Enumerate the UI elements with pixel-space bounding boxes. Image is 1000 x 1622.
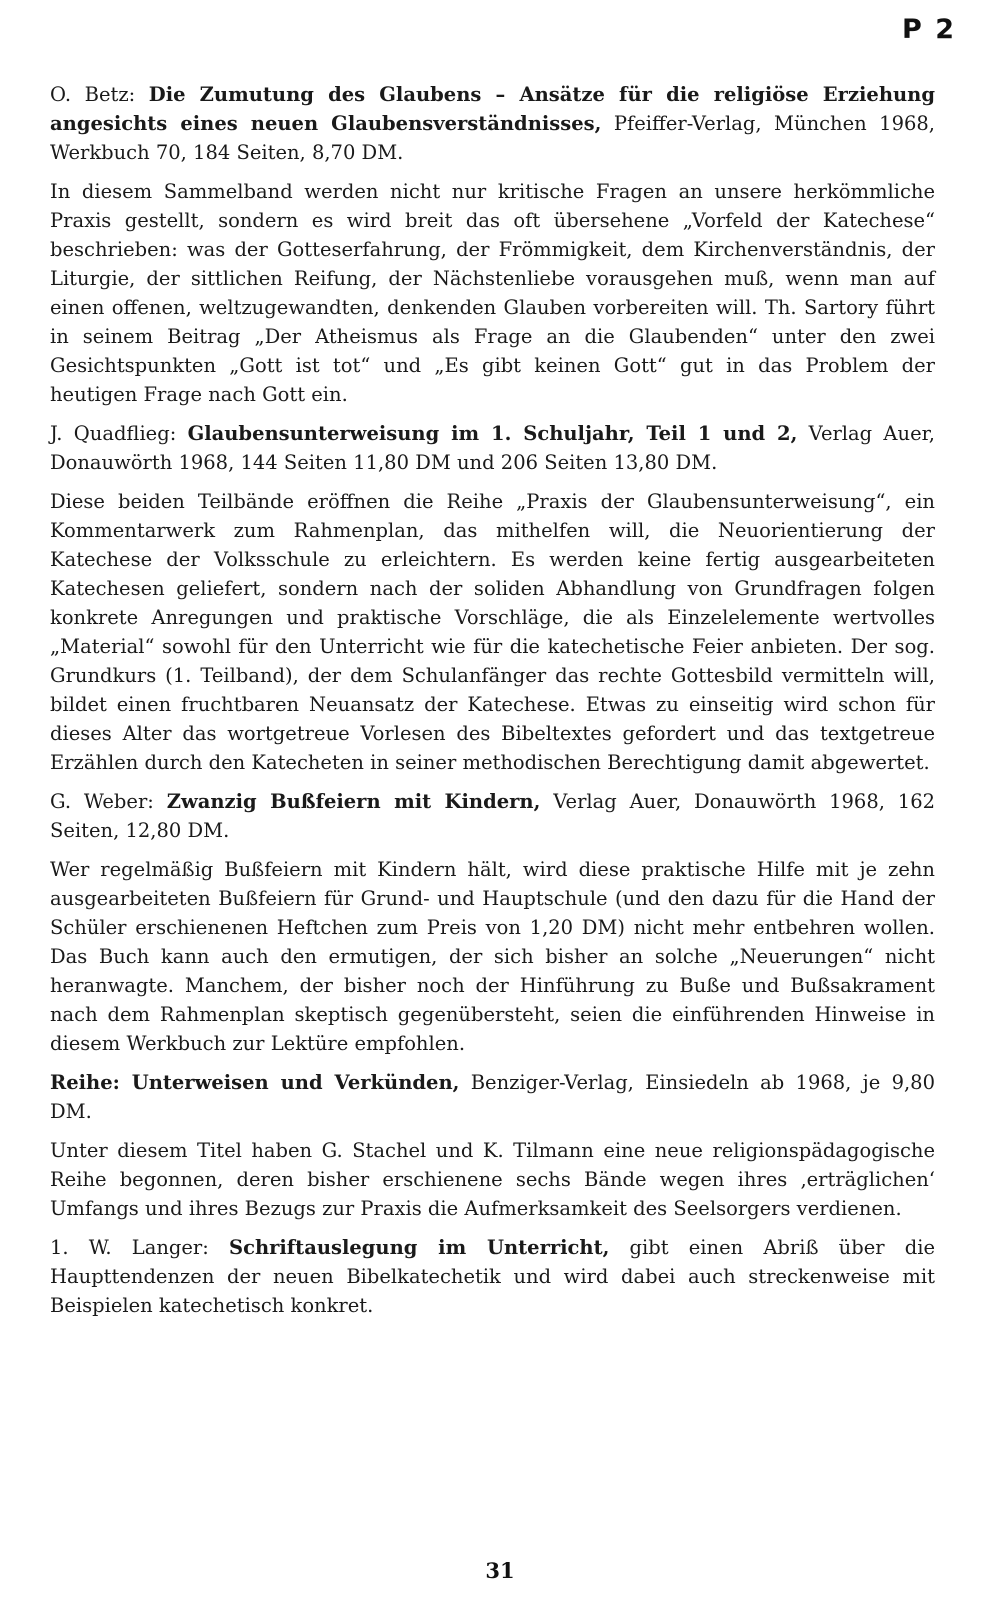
publication-details: Benziger-Verlag, Einsiedeln ab 1968, je 9,80 DM. (50, 1071, 935, 1123)
citation (50, 1068, 935, 1126)
publication-details: Verlag Auer, Donauwörth 1968, 162 Seiten, 12,80 DM. (50, 790, 936, 842)
review-list (50, 80, 935, 1330)
review-entry-betz (50, 80, 935, 409)
review-entry-series (50, 1068, 935, 1223)
review-text: Diese beiden Teilbände eröffnen die Reihe „Praxis der Glaubensunterweisung“, ein Kommentarwerk zum Rahmenplan, das mithelfen will, die Neuorientierung der Katechese der Volksschule zu erleichtern. Es werden keine fertig ausgearbeiteten Katechesen geliefert, sondern nach der soliden Abhandlung von Grundfragen folgen konkrete Anregungen und praktische Vorschläge, die als Einzelelemente wertvolles „Material“ sowohl für den Unterricht wie für die katechetische Feier anbieten. Der sog. Grundkurs (1. Teilband), der dem Schulanfänger das rechte Gottesbild vermitteln will, bildet einen fruchtbaren Neuansatz der Katechese. Etwas zu einseitig wird schon für dieses Alter das wortgetreue Vorlesen des Bibeltextes gefordert und das textgetreue Erzählen durch den Katecheten in seiner methodischen Berechtigung damit abgewertet. (50, 490, 935, 774)
book-title: Glaubensunterweisung im 1. Schuljahr, Teil 1 und 2, (187, 422, 798, 445)
author: O. Betz: (50, 83, 149, 106)
publication-details: Verlag Auer, Donauwörth 1968, 144 Seiten 11,80 DM und 206 Seiten 13,80 DM. (50, 422, 935, 474)
book-title: Schriftauslegung im Unterricht, (228, 1236, 610, 1259)
page-code: P 2 (902, 14, 956, 45)
review-text: Unter diesem Titel haben G. Stachel und K. Tilmann eine neue religionspädagogische Reihe begonnen, deren bisher erschienene sechs Bände wegen ihres ‚erträglichen‘ Umfangs und ihres Bezugs zur Praxis die Aufmerksamkeit des Seelsorgers verdienen. (50, 1139, 935, 1220)
book-title: Die Zumutung des Glaubens – Ansätze für die religiöse Erziehung angesichts eines neuen Glaubensverständnisses, (50, 83, 935, 135)
review-text: Wer regelmäßig Bußfeiern mit Kindern hält, wird diese praktische Hilfe mit je zehn ausgearbeiteten Bußfeiern für Grund- und Hauptschule (und den dazu für die Hand der Schüler erschienenen Heftchen zum Preis von 1,20 DM) nicht mehr entbehren wollen. Das Buch kann auch den ermutigen, der sich bisher an solche „Neuerungen“ nicht heranwagte. Manchem, der bisher noch der Hinführung zu Buße und Bußsakrament nach dem Rahmenplan skeptisch gegenübersteht, seien die einführenden Hinweise in diesem Werkbuch zur Lektüre empfohlen. (50, 858, 935, 1055)
author: G. Weber: (50, 790, 167, 813)
item-text: gibt einen Abriß über die Haupttendenzen der neuen Bibelkatechetik und wird dabei auch streckenweise mit Beispielen katechetisch konkret. (50, 1236, 935, 1317)
citation (50, 80, 935, 167)
book-title: Zwanzig Bußfeiern mit Kindern, (166, 790, 541, 813)
review-entry-quadflieg (50, 419, 935, 777)
review-entry-weber (50, 787, 935, 1058)
publication-details: Pfeiffer-Verlag, München 1968, Werkbuch 70, 184 Seiten, 8,70 DM. (50, 112, 935, 164)
review-text: In diesem Sammelband werden nicht nur kritische Fragen an unsere herkömmliche Praxis gestellt, sondern es wird breit das oft übersehene „Vorfeld der Katechese“ beschrieben: was der Gotteserfahrung, der Frömmigkeit, dem Kirchenverständnis, der Liturgie, der sittlichen Reifung, der Nächstenliebe vorausgehen muß, wenn man auf einen offenen, weltzugewandten, denkenden Glauben vorbereiten will. Th. Sartory führt in seinem Beitrag „Der Atheismus als Frage an die Glaubenden“ unter den zwei Gesichtspunkten „Gott ist tot“ und „Es gibt keinen Gott“ gut in das Problem der heutigen Frage nach Gott ein. (50, 180, 935, 406)
series-item-text (50, 1233, 935, 1320)
book-title: Reihe: Unterweisen und Verkünden, (50, 1071, 460, 1094)
item-prefix: 1. W. Langer: (50, 1236, 229, 1259)
series-item-langer (50, 1233, 935, 1320)
citation (50, 787, 935, 845)
citation (50, 419, 935, 477)
author: J. Quadflieg: (50, 422, 188, 445)
page-number: 31 (485, 1558, 515, 1583)
